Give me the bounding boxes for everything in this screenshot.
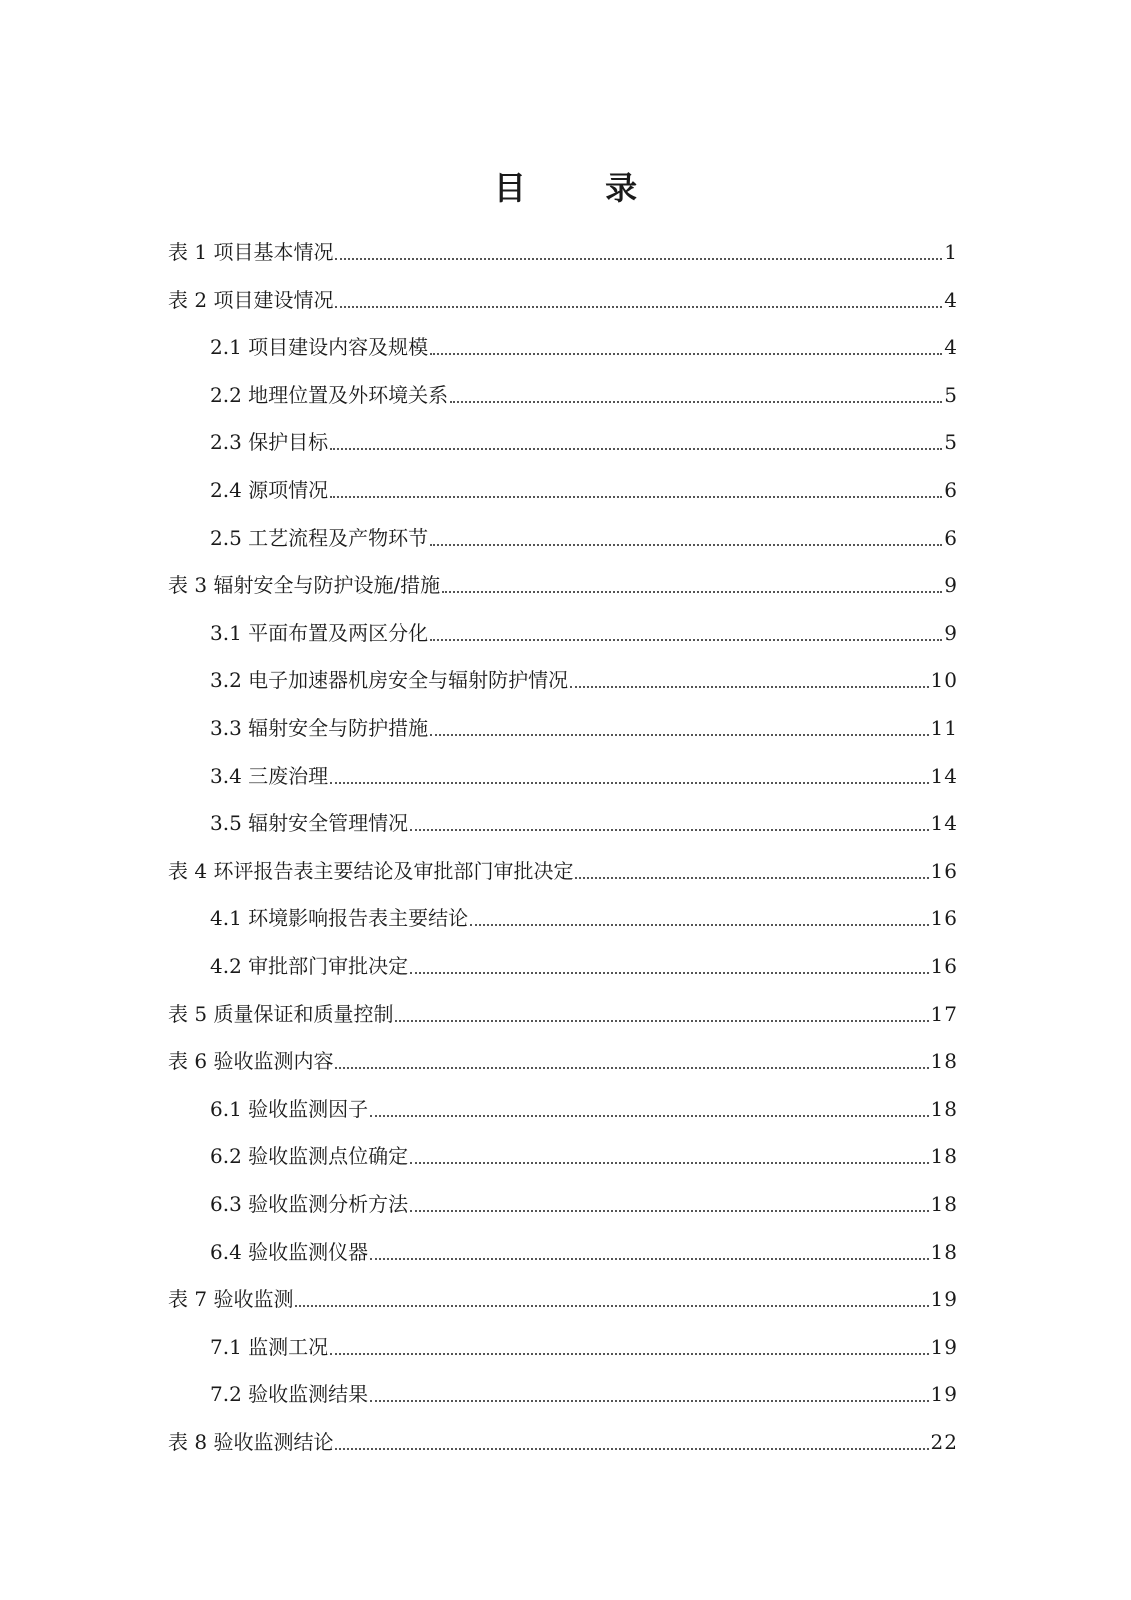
toc-entry-page-number: 5 [944,430,958,455]
toc-entry-label: 3.1 平面布置及两区分化 [210,620,429,645]
dot-leader [450,401,942,403]
toc-entry-page-number: 19 [930,1382,958,1407]
toc-entry[interactable] [210,1136,958,1176]
dot-leader [410,1162,928,1164]
toc-entry-page-number: 16 [930,858,958,883]
dot-leader [330,496,942,498]
toc-entry[interactable] [210,1089,958,1129]
toc-entry-label: 表 1 项目基本情况 [168,240,334,264]
toc-entry-page-number: 5 [944,382,958,407]
toc-entry-page-number: 10 [930,668,958,693]
toc-entry[interactable] [168,994,958,1034]
toc-entry-label: 表 3 辐射安全与防护设施/措施 [168,573,441,598]
toc-entry[interactable] [168,232,958,272]
toc-entry[interactable] [168,1041,958,1081]
dot-leader [410,829,928,831]
toc-entry-label: 表 7 验收监测 [168,1287,294,1312]
toc-entry[interactable] [210,756,958,796]
toc-entry-label: 2.3 保护目标 [210,430,329,455]
dot-leader [430,544,942,546]
toc-entry-label: 3.5 辐射安全管理情况 [210,811,409,836]
toc-entry-page-number: 18 [930,1096,958,1121]
toc-entry-label: 2.2 地理位置及外环境关系 [210,382,449,407]
toc-entry-page-number: 18 [930,1239,958,1264]
toc-entry-label: 6.4 验收监测仪器 [210,1239,369,1264]
toc-entry-page-number: 6 [944,525,958,550]
toc-entry[interactable] [210,946,958,986]
toc-entry-page-number: 4 [944,287,958,312]
dot-leader [295,1305,928,1307]
toc-entry-page-number: 18 [930,1192,958,1216]
toc-entry-label: 3.2 电子加速器机房安全与辐射防护情况 [210,668,569,693]
page-title: 目 录 [493,169,672,207]
toc-entry[interactable] [210,660,958,700]
toc-entry-page-number: 14 [930,763,958,788]
toc-entry-page-number: 14 [930,811,958,836]
toc-entry-page-number: 16 [930,906,958,931]
dot-leader [430,353,942,355]
dot-leader [410,1210,928,1212]
toc-entry-label: 表 6 验收监测内容 [168,1049,334,1074]
dot-leader [370,1115,928,1117]
toc-entry[interactable] [210,518,958,558]
toc-entry-label: 表 8 验收监测结论 [168,1430,334,1454]
toc-entry[interactable] [168,1279,958,1319]
dot-leader [430,734,928,736]
dot-leader [575,877,928,879]
toc-entry-label: 4.1 环境影响报告表主要结论 [210,906,469,931]
toc-entry-page-number: 9 [944,573,958,598]
toc-entry-label: 3.3 辐射安全与防护措施 [210,716,429,740]
dot-leader [330,1353,928,1355]
toc-entry-page-number: 18 [930,1049,958,1074]
toc-entry[interactable] [168,851,958,891]
toc-entry-label: 表 5 质量保证和质量控制 [168,1001,394,1026]
toc-entry-label: 3.4 三废治理 [210,763,329,788]
dot-leader [330,448,942,450]
toc-entry-label: 7.2 验收监测结果 [210,1382,369,1407]
toc-entry-label: 7.1 监测工况 [210,1334,329,1359]
toc-entry[interactable] [210,327,958,367]
toc-entry-page-number: 11 [930,716,958,740]
toc-entry[interactable] [210,1327,958,1367]
dot-leader [335,306,942,308]
dot-leader [430,639,942,641]
dot-leader [335,1067,928,1069]
toc-entry-label: 表 2 项目建设情况 [168,287,334,312]
toc-entry[interactable] [210,1374,958,1414]
toc-entry-page-number: 17 [930,1001,958,1026]
toc-entry-page-number: 9 [944,620,958,645]
dot-leader [330,782,928,784]
toc-entry[interactable] [168,1422,958,1462]
toc-entry-label: 6.1 验收监测因子 [210,1096,369,1121]
dot-leader [395,1020,928,1022]
toc-entry-page-number: 22 [930,1430,958,1454]
dot-leader [370,1258,928,1260]
toc-entry-page-number: 19 [930,1287,958,1312]
toc-entry[interactable] [210,470,958,510]
toc-entry[interactable] [168,280,958,320]
toc-entry-page-number: 4 [944,335,958,360]
toc-entry[interactable] [210,375,958,415]
dot-leader [442,591,942,593]
toc-entry[interactable] [210,803,958,843]
toc-entry-page-number: 6 [944,478,958,502]
toc-entry[interactable] [210,613,958,653]
toc-entry[interactable] [168,565,958,605]
toc-entry[interactable] [210,422,958,462]
dot-leader [470,924,928,926]
dot-leader [370,1400,928,1402]
dot-leader [335,1448,928,1450]
toc-entry-label: 2.4 源项情况 [210,478,329,502]
toc-entry[interactable] [210,1184,958,1224]
toc-entry-page-number: 19 [930,1334,958,1359]
toc-entry-page-number: 18 [930,1144,958,1169]
toc-entry[interactable] [210,1232,958,1272]
toc-entry[interactable] [210,898,958,938]
toc-entry-label: 4.2 审批部门审批决定 [210,954,409,978]
toc-entry-page-number: 16 [930,954,958,978]
toc-entry-label: 6.3 验收监测分析方法 [210,1192,409,1216]
toc-entry-label: 表 4 环评报告表主要结论及审批部门审批决定 [168,858,574,883]
dot-leader [410,972,928,974]
toc-entry[interactable] [210,708,958,748]
toc-entry-label: 6.2 验收监测点位确定 [210,1144,409,1169]
toc-entry-page-number: 1 [944,240,958,264]
dot-leader [335,258,942,260]
toc-entry-label: 2.1 项目建设内容及规模 [210,335,429,360]
dot-leader [570,686,928,688]
toc-entry-label: 2.5 工艺流程及产物环节 [210,525,429,550]
